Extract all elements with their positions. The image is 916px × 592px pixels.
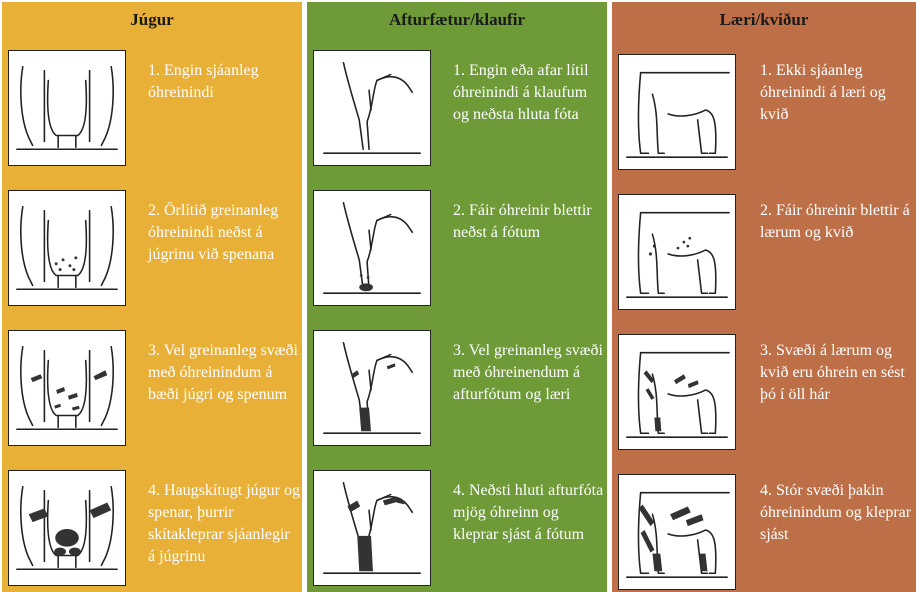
thigh-belly-level-3-text: 3. Svæði á lærum og kvið eru óhrein en sést þó í öll hár	[760, 342, 905, 403]
thigh-belly-very-dirty-icon	[618, 474, 736, 590]
hind-leg-level-4-text: 4. Neðsti hluti afturfóta mjög óhreinn og kleprar sjást á fótum	[453, 482, 604, 543]
udder-level-4-text: 4. Haugskítugt júgur og spenar, þurrir skítakleprar sjáanlegir á júgrinu	[148, 482, 300, 565]
column-title: Afturfætur/klaufir	[389, 10, 525, 29]
udder-very-dirty-icon	[8, 470, 126, 586]
udder-level-1-text: 1. Engin sjáanleg óhreinindi	[148, 62, 259, 101]
udder-dirty-icon	[8, 330, 126, 446]
column-thigh-belly	[612, 2, 916, 592]
thigh-belly-level-1-text: 1. Ekki sjáanleg óhreinindi á læri og kvið	[760, 62, 886, 123]
udder-level-3-text: 3. Vel greinanleg svæði með óhreinindum á bæði júgri og spenum	[148, 342, 298, 403]
hind-leg-very-dirty-icon	[313, 470, 431, 586]
hind-leg-slightly-dirty-icon	[313, 190, 431, 306]
thigh-belly-dirty-icon	[618, 334, 736, 450]
hind-leg-level-1-text: 1. Engin eða afar lítil óhreinindi á klaufum og neðsta hluta fóta	[453, 62, 589, 123]
udder-level-2-text: 2. Örlítið greinanleg óhreinindi neðst á júgrinu við spenana	[148, 202, 279, 263]
column-title: Júgur	[130, 10, 174, 29]
hind-leg-level-3-text: 3. Vel greinanleg svæði með óhreinendum á afturfótum og læri	[453, 342, 603, 403]
thigh-belly-level-2-text: 2. Fáir óhreinir blettir á lærum og kvið	[760, 202, 910, 241]
udder-slightly-dirty-icon	[8, 190, 126, 306]
thigh-belly-level-4-text: 4. Stór svæði þakin óhreinindum og kleprar sjást	[760, 482, 912, 543]
hind-leg-level-2-text: 2. Fáir óhreinir blettir neðst á fótum	[453, 202, 592, 241]
thigh-belly-slightly-dirty-icon	[618, 194, 736, 310]
column-udder	[2, 2, 302, 592]
hind-leg-dirty-icon	[313, 330, 431, 446]
thigh-belly-clean-icon	[618, 54, 736, 170]
column-hind-legs	[307, 2, 607, 592]
column-title: Læri/kviður	[719, 10, 809, 29]
hind-leg-clean-icon	[313, 50, 431, 166]
udder-clean-icon	[8, 50, 126, 166]
